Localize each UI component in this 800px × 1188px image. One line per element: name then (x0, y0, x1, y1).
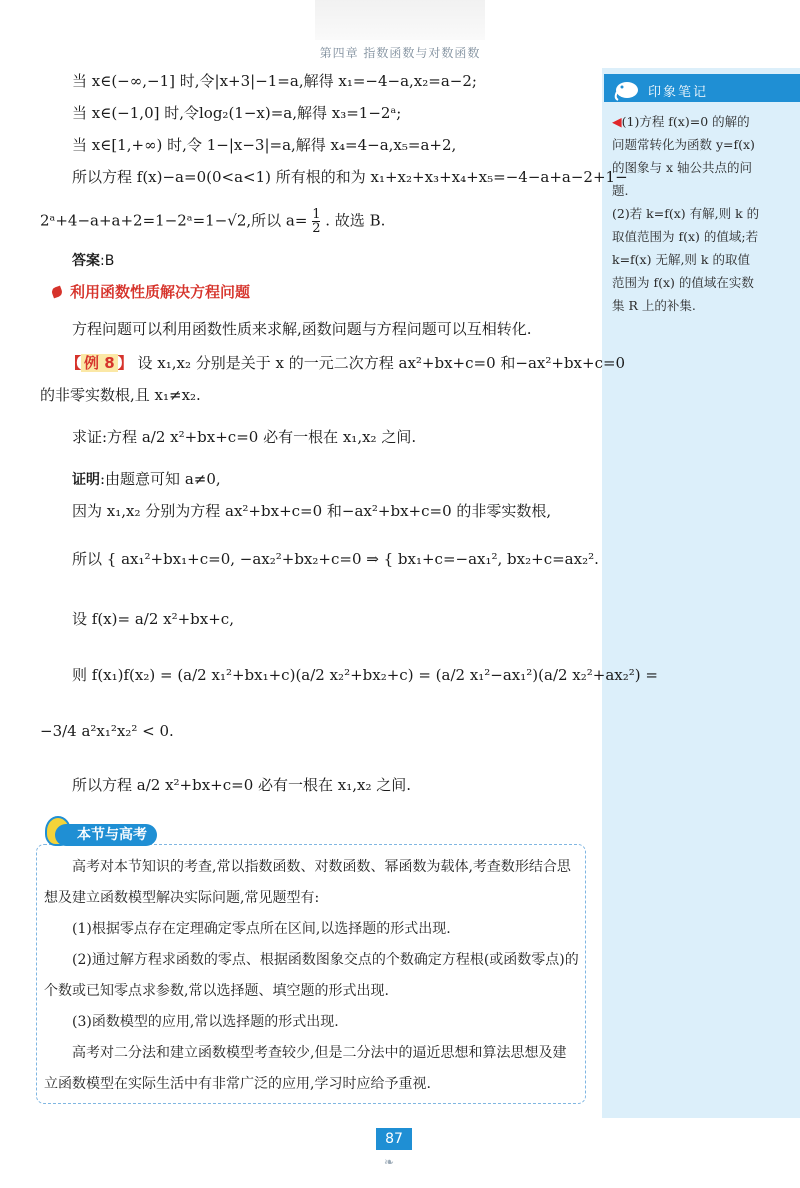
exam-box-title: 本节与高考 (55, 824, 157, 846)
exam-p5: 高考对二分法和建立函数模型考查较少,但是二分法中的逼近思想和算法思想及建立函数模型在实际生活中有非常广泛的应用,学习时应给予重视. (44, 1045, 567, 1092)
prove-statement: 求证:方程 a/2 x²+bx+c=0 必有一根在 x₁,x₂ 之间. (72, 428, 417, 446)
line-5 (40, 208, 385, 235)
proof-text-1: :由题意可知 a≠0, (100, 470, 221, 488)
line-5-end: . 故选 B. (325, 211, 386, 230)
line-1: 当 x∈(−∞,−1] 时,令|x+3|−1=a,解得 x₁=−4−a,x₂=a−2; (72, 72, 477, 90)
exam-p2: (1)根据零点存在定理确定零点所在区间,以选择题的形式出现. (72, 921, 451, 937)
side-note-p1: (1)方程 f(x)=0 的解的问题常转化为函数 y=f(x) 的图象与 x 轴公共点的问题. (612, 114, 755, 198)
proof-line-2: 因为 x₁,x₂ 分别为方程 ax²+bx+c=0 和−ax²+bx+c=0 的非零实数根, (72, 502, 552, 520)
proof-label: 证明 (72, 472, 100, 488)
section-heading (52, 281, 250, 302)
fraction-half: $\frac{1}{2}$ (312, 207, 321, 236)
line-2: 当 x∈(−1,0] 时,令log₂(1−x)=a,解得 x₃=1−2ᵃ; (72, 104, 402, 122)
chapter-title: 第四章 指数函数与对数函数 (319, 46, 481, 60)
intro-text: 方程问题可以利用函数性质来求解,函数问题与方程问题可以互相转化. (72, 320, 532, 338)
exam-p4: (3)函数模型的应用,常以选择题的形式出现. (72, 1014, 339, 1030)
line-5-text: 2ᵃ+4−a+a+2=1−2ᵃ=1−√2,所以 a= (40, 211, 308, 230)
proof-line-5: 则 f(x₁)f(x₂) = (a/2 x₁²+bx₁+c)(a/2 x₂²+bx₂+c) = (a/2 x₁²−ax₁²)(a/2 x₂²+ax₂²) = (72, 666, 658, 684)
proof-line-6: −3/4 a²x₁²x₂² < 0. (40, 722, 174, 740)
header-band (315, 0, 485, 40)
example-text-1: 设 x₁,x₂ 分别是关于 x 的一元二次方程 ax²+bx+c=0 和−ax²+bx+c=0 (137, 354, 626, 372)
example-tag: 【 例 8 】 (66, 354, 133, 372)
side-note-title: 印象笔记 (648, 85, 709, 100)
proof-line-4: 设 f(x)= a/2 x²+bx+c, (72, 610, 234, 628)
side-note-body (612, 110, 762, 317)
triangle-icon: ◀ (612, 114, 622, 129)
page-number: 87 (376, 1128, 412, 1150)
line-3: 当 x∈[1,+∞) 时,令 1−|x−3|=a,解得 x₄=4−a,x₅=a+2, (72, 136, 457, 154)
elephant-icon (612, 74, 642, 102)
proof-line-7: 所以方程 a/2 x²+bx+c=0 必有一根在 x₁,x₂ 之间. (72, 776, 412, 794)
bird-ornament-icon: ❧ (384, 1155, 395, 1169)
proof-line-1 (72, 468, 221, 491)
section-title: 利用函数性质解决方程问题 (70, 283, 251, 301)
answer-label: 答案 (72, 253, 100, 269)
line-4: 所以方程 f(x)−a=0(0<a<1) 所有根的和为 x₁+x₂+x₃+x₄+x₅=−4−a+a−2+1− (72, 168, 628, 186)
side-note-p2: (2)若 k=f(x) 有解,则 k 的取值范围为 f(x) 的值域;若 k=f(x) 无解,则 k 的取值范围为 f(x) 的值域在实数集 R 上的补集. (612, 206, 760, 313)
exam-p1: 高考对本节知识的考查,常以指数函数、对数函数、幂函数为载体,考查数形结合思想及建立函数模型解决实际问题,常见题型有: (44, 859, 571, 906)
example-line-1 (66, 352, 625, 374)
proof-line-3: 所以 { ax₁²+bx₁+c=0, −ax₂²+bx₂+c=0 ⇒ { bx₁+c=−ax₁², bx₂+c=ax₂². (72, 550, 599, 568)
answer-line (72, 250, 114, 272)
leaf-bullet-icon (51, 286, 64, 299)
exam-box-text (44, 852, 580, 1100)
answer-value: :B (100, 253, 115, 269)
example-line-2: 的非零实数根,且 x₁≠x₂. (40, 386, 201, 404)
exam-p3: (2)通过解方程求函数的零点、根据函数图象交点的个数确定方程根(或函数零点)的个数或已知零点求参数,常以选择题、填空题的形式出现. (44, 952, 579, 999)
